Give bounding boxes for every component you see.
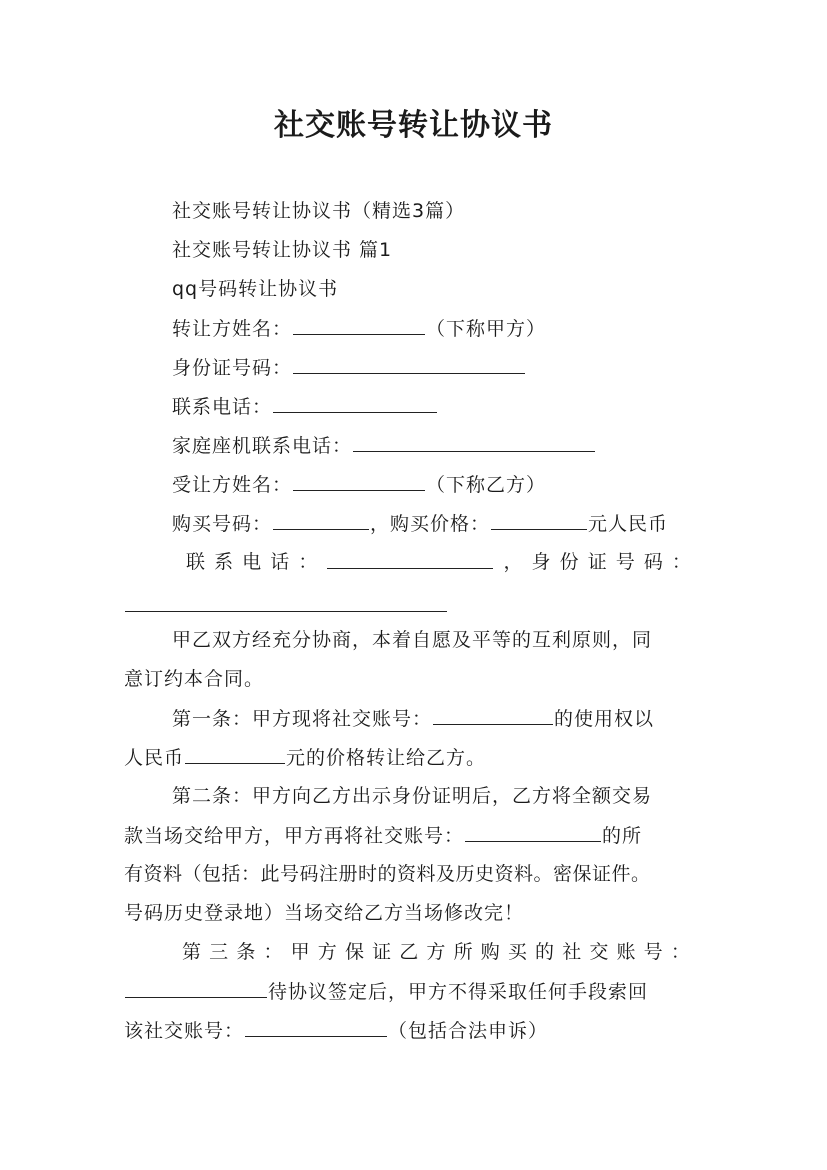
article-1-account-blank (433, 706, 553, 725)
article-1-text-b: 的使用权以 (554, 708, 655, 730)
contact-phone-blank (327, 550, 493, 569)
article-3-line-3 (124, 1018, 548, 1043)
article-2-line-4: 号码历史登录地）当场交给乙方当场修改完！ (124, 902, 525, 924)
currency-label: 元人民币 (588, 513, 669, 535)
id-number-row (172, 355, 526, 380)
article-3-text-b: 待协议签定后，甲方不得采取任何手段索回 (268, 981, 649, 1003)
article-3-char: 第 (182, 941, 202, 963)
article-2-text-a: 款当场交给甲方，甲方再将社交账号： (124, 825, 465, 847)
phone-blank (273, 394, 437, 413)
paragraph-1-text: 甲乙双方经充分协商，本着自愿及平等的互利原则，同 (172, 629, 653, 651)
home-phone-blank (353, 433, 595, 452)
article-3-line-2 (124, 979, 648, 1004)
part-label: 社交账号转让协议书 篇1 (172, 239, 393, 261)
contact-char: 联 (186, 551, 206, 573)
subtitle: 社交账号转让协议书（精选3篇） (172, 200, 466, 222)
article-3-char: ： (670, 941, 690, 963)
article-3-line-1 (182, 940, 690, 964)
id-char: 份 (559, 551, 579, 573)
buy-price-blank (491, 511, 587, 530)
article-3-char: 乙 (399, 941, 419, 963)
article-2-account-blank (465, 823, 601, 842)
home-phone-label: 家庭座机联系电话： (172, 435, 353, 457)
article-3-char: 三 (209, 941, 229, 963)
id-char: ， (503, 551, 523, 573)
article-3-char: 保 (344, 941, 364, 963)
id-char: 身 (531, 551, 551, 573)
article-3-char: 买 (507, 941, 527, 963)
transferee-name-row (172, 472, 546, 497)
transferor-name-blank (293, 316, 425, 335)
phone-label: 联系电话： (172, 396, 273, 418)
id-number-continuation (124, 593, 448, 618)
home-phone-row (172, 433, 596, 458)
contact-id-blank (125, 593, 447, 612)
article-1-line-2 (124, 745, 486, 770)
transferor-name-label: 转让方姓名： (172, 318, 293, 340)
transferee-alias: （下称乙方） (426, 474, 547, 496)
article-3-char: 证 (372, 941, 392, 963)
purchase-row (172, 511, 668, 536)
contact-char: 电 (242, 551, 262, 573)
article-3-char: 社 (562, 941, 582, 963)
transferor-name-row (172, 316, 546, 341)
transferee-name-label: 受让方姓名： (172, 474, 293, 496)
article-1-text-a: 第一条：甲方现将社交账号： (172, 708, 433, 730)
article-3-char: 方 (426, 941, 446, 963)
id-char: ： (671, 551, 691, 573)
contact-char: 系 (214, 551, 234, 573)
transferee-name-blank (293, 472, 425, 491)
article-3-account-blank-2 (245, 1018, 387, 1037)
article-2-line-1: 第二条：甲方向乙方出示身份证明后，乙方将全额交易 (172, 785, 653, 807)
article-3-account-blank (125, 979, 267, 998)
buy-price-label: ，购买价格： (370, 513, 491, 535)
article-3-char: ： (263, 941, 283, 963)
id-char: 证 (587, 551, 607, 573)
article-3-char: 所 (453, 941, 473, 963)
article-1-text-c: 人民币 (124, 747, 185, 769)
paragraph-1-line-1 (172, 628, 702, 652)
article-3-char: 账 (616, 941, 636, 963)
article-3-text-c: 该社交账号： (124, 1020, 245, 1042)
article-3-char: 条 (236, 941, 256, 963)
id-char: 号 (615, 551, 635, 573)
qq-title: qq号码转让协议书 (172, 278, 339, 300)
article-1-price-blank (185, 745, 285, 764)
article-2-text-b: 的所 (602, 825, 643, 847)
article-3-char: 号 (643, 941, 663, 963)
contact-char: ： (298, 551, 318, 573)
id-char: 码 (643, 551, 663, 573)
phone-row (172, 394, 438, 419)
id-number-label: 身份证号码： (172, 357, 293, 379)
paragraph-1-line-2: 意订约本合同。 (124, 668, 265, 690)
article-2-line-3: 有资料（包括：此号码注册时的资料及历史资料。密保证件。 (124, 863, 651, 885)
buy-number-label: 购买号码： (172, 513, 273, 535)
article-3-text-d: （包括合法申诉） (388, 1020, 549, 1042)
article-3-char: 购 (480, 941, 500, 963)
transferor-alias: （下称甲方） (426, 318, 547, 340)
buy-number-blank (273, 511, 369, 530)
article-3-char: 交 (589, 941, 609, 963)
article-1-text-d: 元的价格转让给乙方。 (286, 747, 487, 769)
article-3-char: 的 (535, 941, 555, 963)
article-2-line-2 (124, 823, 642, 848)
article-3-char: 方 (317, 941, 337, 963)
id-number-blank (293, 355, 525, 374)
document-title: 社交账号转让协议书 (274, 108, 553, 143)
contact-char: 话 (270, 551, 290, 573)
contact-row (186, 550, 691, 574)
article-3-char: 甲 (290, 941, 310, 963)
article-1-line-1 (172, 706, 654, 731)
